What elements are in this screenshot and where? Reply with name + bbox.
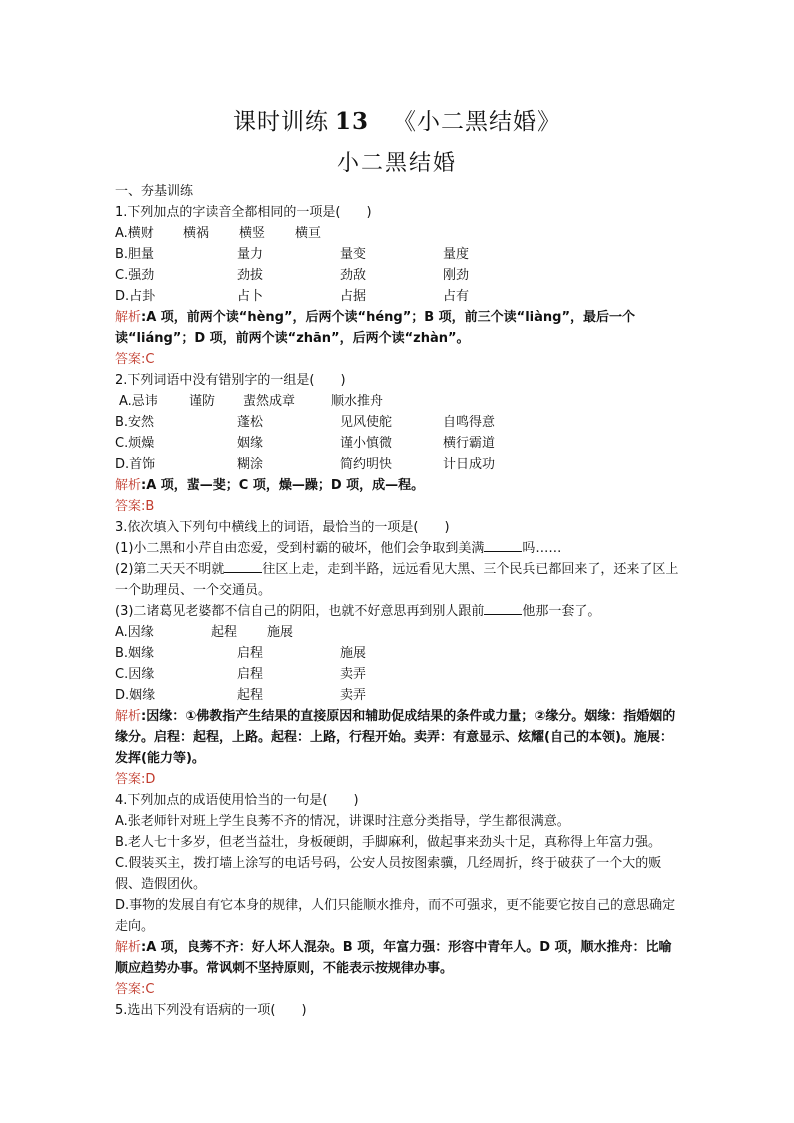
option-text: 量度 (443, 247, 470, 262)
analysis-text: :因缘：①佛教指产生结果的直接原因和辅助促成结果的条件或力量；②缘分。姻缘：指婚姻的缘分。启程：起程，上路。起程：上路，行程开始。卖弄：有意显示、炫耀(自己的本领)。施展：发挥(能力等)。 (115, 709, 676, 766)
question-1-option-d (115, 286, 681, 307)
question-3-option-b (115, 643, 681, 664)
title-number: 13 (334, 108, 369, 135)
fill-blank (224, 560, 262, 573)
option-text: B.姻缘 (115, 646, 155, 661)
question-4-option-b: B.老人七十多岁，但老当益壮，身板硬朗，手脚麻利，做起事来劲头十足，真称得上年富力强。 (115, 835, 662, 850)
sentence-text: (1)小二黑和小芹自由恋爱，受到村霸的破坏，他们会争取到美满 (115, 541, 485, 556)
option-text: 糊涂 (237, 457, 264, 472)
option-text: 蜚然成章 (243, 394, 296, 409)
question-3-analysis (115, 706, 681, 769)
question-5-stem: 5.选出下列没有语病的一项( ) (115, 1003, 307, 1018)
option-text: 横祸 (183, 226, 210, 241)
question-2-option-a (115, 391, 681, 412)
sentence-text: (2)第二天天不明就 (115, 562, 225, 577)
option-text: 横行霸道 (443, 436, 496, 451)
option-text: 启程 (237, 646, 264, 661)
question-3-option-c (115, 664, 681, 685)
question-2-stem: 2.下列词语中没有错别字的一组是( ) (115, 373, 346, 388)
option-text: 起程 (237, 688, 264, 703)
option-text: 谨防 (189, 394, 216, 409)
question-1-answer: 答案:C (115, 352, 155, 367)
option-text: 自鸣得意 (443, 415, 496, 430)
question-1-analysis (115, 307, 681, 349)
option-text: 占卜 (237, 289, 264, 304)
option-text: 劲敌 (340, 268, 367, 283)
title-prefix: 课时训练 (232, 109, 329, 135)
question-4-stem: 4.下列加点的成语使用恰当的一句是( ) (115, 793, 359, 808)
question-3-sentence-3 (115, 601, 681, 622)
question-1-option-b (115, 244, 681, 265)
option-text: 卖弄 (340, 688, 367, 703)
sentence-text: 吗…… (522, 541, 562, 556)
fill-blank (484, 539, 522, 552)
option-text: 姻缘 (237, 436, 264, 451)
option-text: A.忌讳 (119, 394, 158, 409)
option-text: C.因缘 (115, 667, 155, 682)
option-text: A.因缘 (115, 625, 154, 640)
question-3-option-a (115, 622, 681, 643)
question-2-option-d (115, 454, 681, 475)
option-text: 顺水推舟 (331, 394, 384, 409)
question-2-option-b (115, 412, 681, 433)
question-3-sentence-1 (115, 538, 681, 559)
question-4-answer: 答案:C (115, 982, 155, 997)
option-text: 占据 (340, 289, 367, 304)
option-text: D.姻缘 (115, 688, 156, 703)
sentence-text: 往区上走，走到半路，远远看见大黑、三个民兵已都回来了，还来了区上一个助理员、一个交通员。 (115, 562, 679, 598)
option-text: D.占卦 (115, 289, 156, 304)
option-text: B.胆量 (115, 247, 155, 262)
analysis-label: 解析 (115, 310, 142, 325)
option-text: 施展 (267, 625, 294, 640)
question-4-option-d: D.事物的发展自有它本身的规律，人们只能顺水推舟，而不可强求，更不能要它按自己的意思确定走向。 (115, 898, 676, 934)
option-text: 占有 (443, 289, 470, 304)
question-3-option-d (115, 685, 681, 706)
option-text: 蓬松 (237, 415, 264, 430)
analysis-label: 解析 (115, 709, 142, 724)
question-2-answer: 答案:B (115, 499, 155, 514)
sentence-text: 他那一套了。 (522, 604, 601, 619)
question-4-option-c: C.假装买主，拨打墙上涂写的电话号码，公安人员按图索骥，几经周折，终于破获了一个大的贩假、造假团伙。 (115, 856, 662, 892)
option-text: C.强劲 (115, 268, 155, 283)
option-text: C.烦燥 (115, 436, 155, 451)
option-text: 劲拔 (237, 268, 264, 283)
option-text: 见风使舵 (340, 415, 393, 430)
option-text: 横竖 (239, 226, 266, 241)
option-text: 启程 (237, 667, 264, 682)
sentence-text: (3)二诸葛见老婆都不信自己的阴阳，也就不好意思再到别人跟前 (115, 604, 485, 619)
option-text: 计日成功 (443, 457, 496, 472)
title-book: 《小二黑结婚》 (393, 109, 561, 135)
option-text: 量变 (340, 247, 367, 262)
option-text: 卖弄 (340, 667, 367, 682)
question-2-analysis (115, 475, 681, 496)
option-text: 起程 (211, 625, 238, 640)
option-text: 施展 (340, 646, 367, 661)
question-1-stem: 1.下列加点的字读音全都相同的一项是( ) (115, 205, 372, 220)
question-1-option-a (115, 223, 681, 244)
option-text: A.横财 (115, 226, 154, 241)
analysis-text: :A 项，良莠不齐：好人坏人混杂。B 项，年富力强：形容中青年人。D 项，顺水推舟：比喻顺应趋势办事。常讽刺不坚持原则，不能表示按规律办事。 (115, 940, 672, 976)
question-3-answer: 答案:D (115, 772, 156, 787)
analysis-text: :A 项，前两个读“hèng”，后两个读“héng”；B 项，前三个读“liàng”，最后一个读“liáng”；D 项，前两个读“zhān”，后两个读“zhàn”。 (115, 310, 636, 346)
option-text: 简约明快 (340, 457, 393, 472)
analysis-label: 解析 (115, 478, 142, 493)
analysis-label: 解析 (115, 940, 142, 955)
page-subtitle: 小二黑结婚 (336, 151, 457, 176)
question-4-option-a: A.张老师针对班上学生良莠不齐的情况，讲课时注意分类指导，学生都很满意。 (115, 814, 570, 829)
question-3-stem: 3.依次填入下列句中横线上的词语，最恰当的一项是( ) (115, 520, 450, 535)
fill-blank (484, 602, 522, 615)
option-text: 横亘 (295, 226, 322, 241)
question-2-option-c (115, 433, 681, 454)
analysis-text: :A 项，蜚—斐；C 项，燥—躁；D 项，成—程。 (141, 478, 425, 493)
option-text: 谨小慎微 (340, 436, 393, 451)
document-body (115, 181, 681, 1021)
section-heading: 一、夯基训练 (115, 184, 194, 199)
option-text: D.首饰 (115, 457, 156, 472)
option-text: 刚劲 (443, 268, 470, 283)
option-text: B.安然 (115, 415, 155, 430)
option-text: 量力 (237, 247, 264, 262)
page-title (0, 103, 794, 136)
question-1-option-c (115, 265, 681, 286)
question-4-analysis (115, 937, 681, 979)
question-3-sentence-2 (115, 559, 681, 601)
